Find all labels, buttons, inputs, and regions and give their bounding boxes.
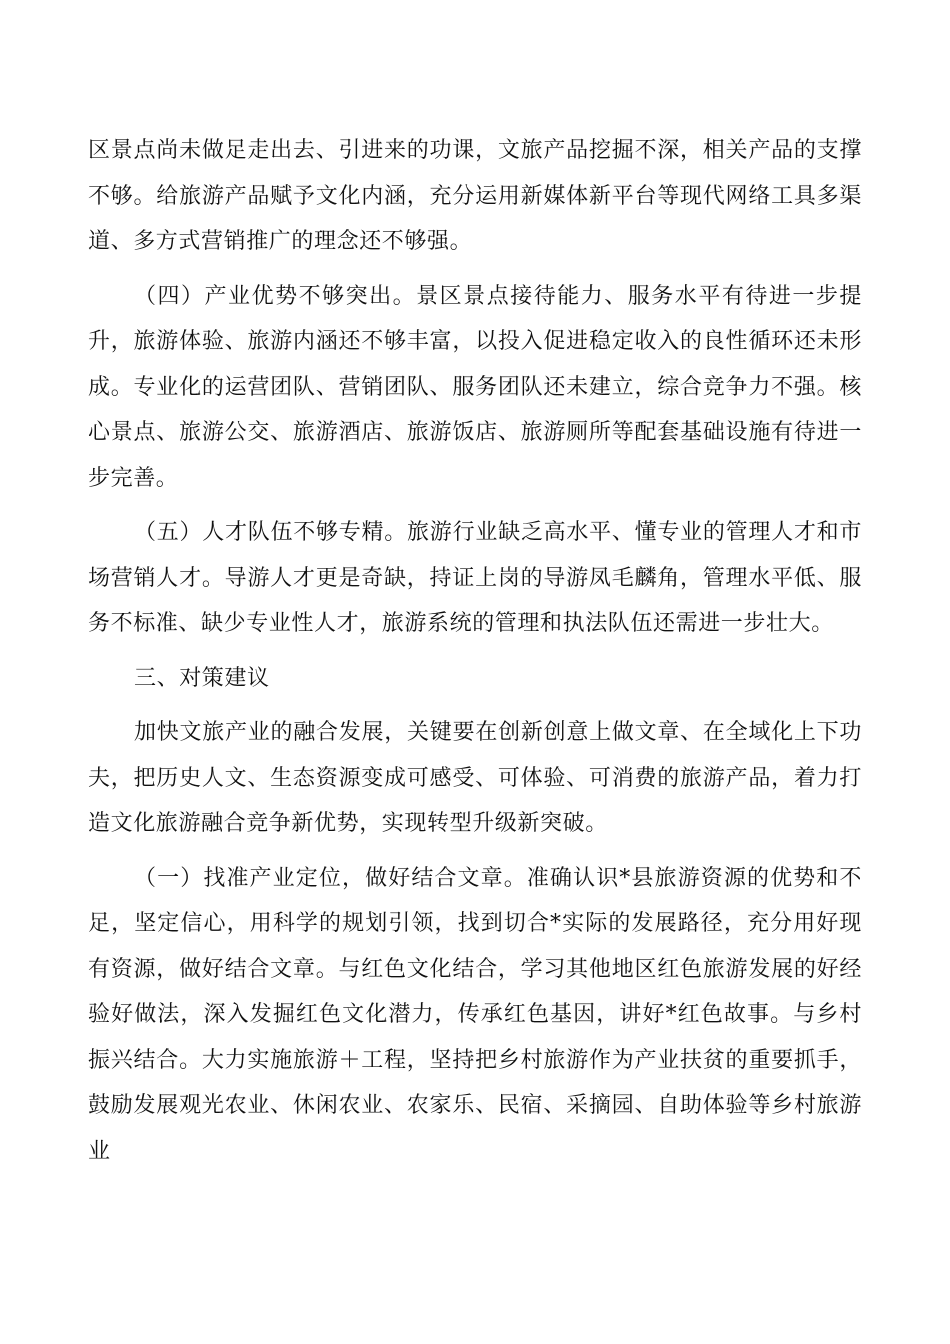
paragraph-suggestion-one: （一）找准产业定位，做好结合文章。准确认识*县旅游资源的优势和不足，坚定信心，用科学的规划引领，找到切合*实际的发展路径，充分用好现有资源，做好结合文章。与红色文化结合，学习其他地区红色旅游发展的好经验好做法，深入发掘红色文化潜力，传承红色基因，讲好*红色故事。与乡村振兴结合。大力实施旅游＋工程，坚持把乡村旅游作为产业扶贫的重要抓手，鼓励发展观光农业、休闲农业、农家乐、民宿、采摘园、自助体验等乡村旅游业: [88, 865, 862, 1164]
paragraph-continuation: 区景点尚未做足走出去、引进来的功课，文旅产品挖掘不深，相关产品的支撑不够。给旅游产品赋予文化内涵，充分运用新媒体新平台等现代网络工具多渠道、多方式营销推广的理念还不够强。: [88, 138, 862, 254]
paragraph-section-intro: 加快文旅产业的融合发展，关键要在创新创意上做文章、在全域化上下功夫，把历史人文、生态资源变成可感受、可体验、可消费的旅游产品，着力打造文化旅游融合竞争新优势，实现转型升级新突破。: [88, 720, 862, 836]
document-body: [88, 128, 862, 1183]
paragraph-point-five: （五）人才队伍不够专精。旅游行业缺乏高水平、懂专业的管理人才和市场营销人才。导游人才更是奇缺，持证上岗的导游凤毛麟角，管理水平低、服务不标准、缺少专业性人才，旅游系统的管理和执法队伍还需进一步壮大。: [88, 520, 862, 636]
section-heading-countermeasures: 三、对策建议: [134, 665, 270, 691]
paragraph-point-four: （四）产业优势不够突出。景区景点接待能力、服务水平有待进一步提升，旅游体验、旅游内涵还不够丰富，以投入促进稳定收入的良性循环还未形成。专业化的运营团队、营销团队、服务团队还未建立，综合竞争力不强。核心景点、旅游公交、旅游酒店、旅游饭店、旅游厕所等配套基础设施有待进一步完善。: [88, 283, 862, 491]
